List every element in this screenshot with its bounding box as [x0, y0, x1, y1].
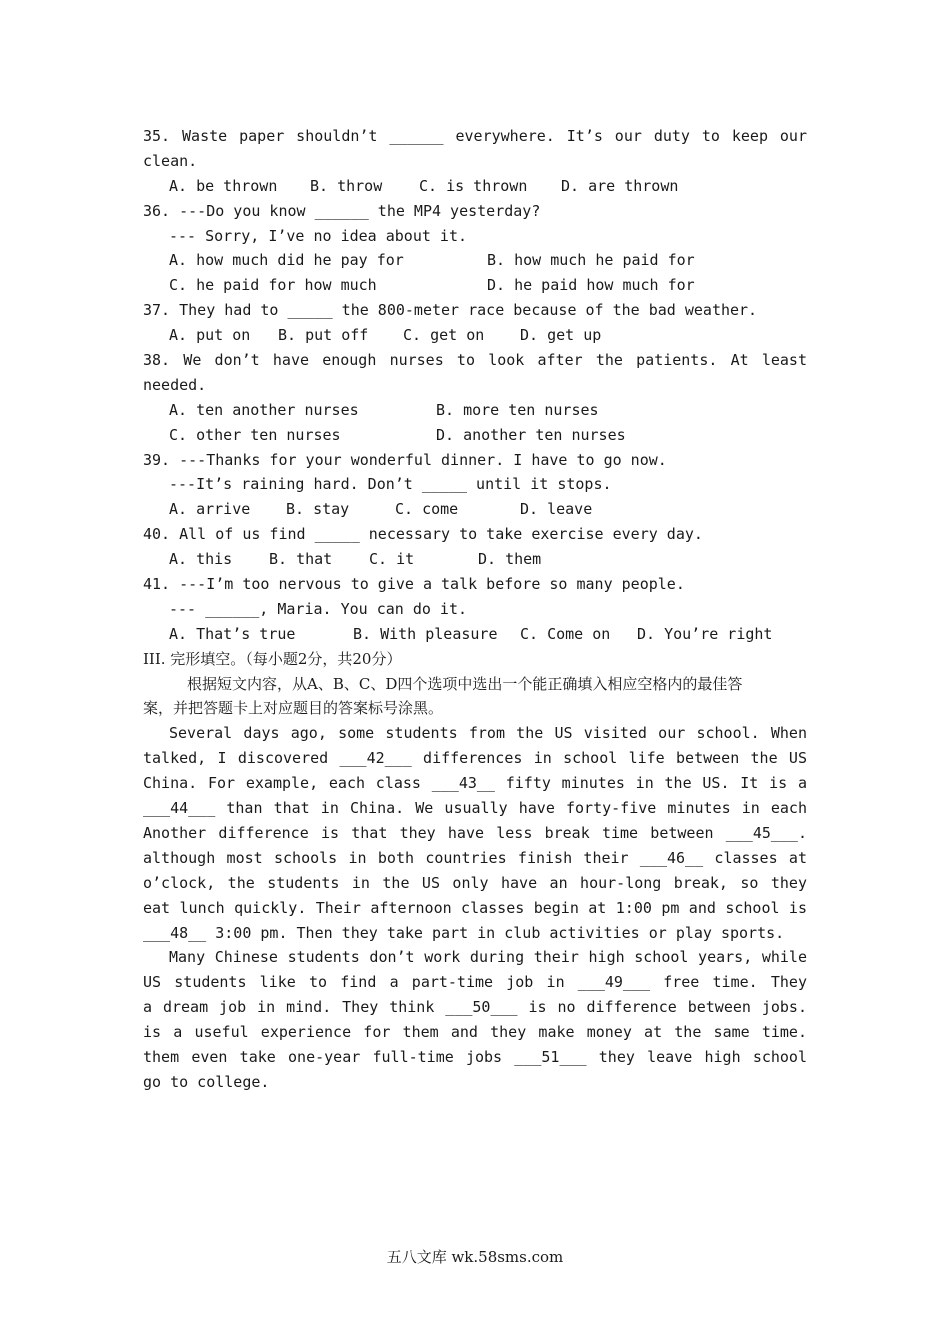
- question-41-stem: 41. ---I’m too nervous to give a talk before so many people.: [143, 575, 685, 594]
- passage-line: o’clock, the students in the US only have an hour-long break, so they: [143, 873, 807, 892]
- option-c: C. is thrown: [419, 176, 528, 195]
- question-41-options: [143, 622, 807, 647]
- option-c: C. other ten nurses: [169, 425, 341, 444]
- question-37-options: [143, 323, 807, 348]
- passage-line: eat lunch quickly. Their afternoon classes begin at 1:00 pm and school is: [143, 898, 807, 917]
- question-35-stem: 35. Waste paper shouldn’t ______ everywhere. It’s our duty to keep our: [143, 127, 807, 145]
- passage-line: China. For example, each class ___43__ fifty minutes in the US. It is a: [143, 774, 807, 793]
- option-d: D. them: [478, 550, 542, 569]
- passage-line: a dream job in mind. They think ___50___ is no difference between jobs.: [143, 998, 807, 1017]
- option-d: D. get up: [520, 326, 602, 345]
- passage-line: although most schools in both countries finish their ___46__ classes at: [143, 848, 807, 867]
- passage-line: ___48__ 3:00 pm. Then they take part in club activities or play sports.: [143, 923, 785, 942]
- question-39-stem: 39. ---Thanks for your wonderful dinner. I have to go now.: [143, 450, 667, 469]
- option-b: B. stay: [286, 500, 350, 519]
- question-36-options-cd: [143, 273, 807, 298]
- option-a: A. arrive: [169, 500, 251, 519]
- option-c: C. Come on: [520, 624, 611, 643]
- option-a: A. That’s true: [169, 624, 296, 643]
- option-b: B. that: [269, 550, 333, 569]
- page-footer: 五八文库 wk.58sms.com: [386, 1248, 564, 1266]
- answer-row-42: [143, 1095, 807, 1120]
- option-a: A. be thrown: [169, 176, 278, 195]
- question-36-reply: --- Sorry, I’ve no idea about it.: [169, 226, 468, 245]
- section-heading: III. 完形填空。（每小题2分，共20分）: [143, 649, 402, 668]
- option-d: D. he paid how much for: [487, 276, 695, 295]
- passage-line: Many Chinese students don’t work during their high school years, while: [169, 948, 807, 967]
- question-39-reply: ---It’s raining hard. Don’t _____ until it stops.: [169, 475, 612, 494]
- passage-line: Several days ago, some students from the US visited our school. When: [169, 724, 807, 743]
- passage-line: Another difference is that they have less break time between ___45___.: [143, 823, 807, 842]
- option-d: D. another ten nurses: [436, 425, 626, 444]
- question-41-reply: --- ______, Maria. You can do it.: [169, 599, 468, 618]
- option-c: C. it: [369, 550, 415, 569]
- question-36-stem: 36. ---Do you know ______ the MP4 yesterday?: [143, 201, 541, 220]
- passage-line: go to college.: [143, 1072, 270, 1091]
- section-instruction-cont: 案，并把答题卡上对应题目的答案标号涂黑。: [143, 699, 444, 718]
- option-c: C. come: [395, 500, 459, 519]
- answer-row-43: [143, 1120, 807, 1145]
- option-d: D. leave: [520, 500, 593, 519]
- option-c: C. get on: [403, 326, 485, 345]
- option-b: B. throw: [310, 176, 383, 195]
- document-page: [143, 124, 807, 1219]
- passage-line: them even take one-year full-time jobs ___51___ they leave high school: [143, 1047, 807, 1066]
- section-instruction: 根据短文内容，从A、B、C、D四个选项中选出一个能正确填入相应空格内的最佳答: [187, 674, 743, 693]
- question-38-options-cd: [143, 423, 807, 448]
- question-37-stem: 37. They had to _____ the 800-meter race because of the bad weather.: [143, 301, 758, 320]
- option-b: B. more ten nurses: [436, 400, 599, 419]
- option-d: D. are thrown: [561, 176, 679, 195]
- passage-line: ___44___ than that in China. We usually have forty-five minutes in each: [143, 799, 807, 818]
- question-40-stem: 40. All of us find _____ necessary to take exercise every day.: [143, 525, 703, 544]
- question-40-options: [143, 547, 807, 572]
- passage-line: talked, I discovered ___42___ differences in school life between the US: [143, 749, 807, 768]
- question-38-stem-cont: needed.: [143, 375, 207, 394]
- answer-row-45: [143, 1169, 807, 1194]
- passage-line: US students like to find a part-time job in ___49___ free time. They: [143, 973, 807, 992]
- question-35-options: [143, 174, 807, 199]
- answer-row-44: [143, 1145, 807, 1170]
- option-b: B. With pleasure: [353, 624, 498, 643]
- option-a: A. put on: [169, 326, 251, 345]
- question-35-stem-cont: clean.: [143, 151, 198, 170]
- question-38-options-ab: [143, 398, 807, 423]
- option-b: B. put off: [278, 326, 369, 345]
- question-38-stem: 38. We don’t have enough nurses to look after the patients. At least: [143, 351, 807, 370]
- option-a: A. this: [169, 550, 233, 569]
- option-b: B. how much he paid for: [487, 251, 695, 270]
- option-a: A. ten another nurses: [169, 400, 359, 419]
- question-39-options: [143, 497, 807, 522]
- question-36-options-ab: [143, 248, 807, 273]
- passage-line: is a useful experience for them and they make money at the same time.: [143, 1023, 807, 1042]
- option-c: C. he paid for how much: [169, 276, 377, 295]
- option-a: A. how much did he pay for: [169, 251, 404, 270]
- option-d: D. You’re right: [637, 624, 773, 643]
- answer-row-46: [143, 1194, 807, 1219]
